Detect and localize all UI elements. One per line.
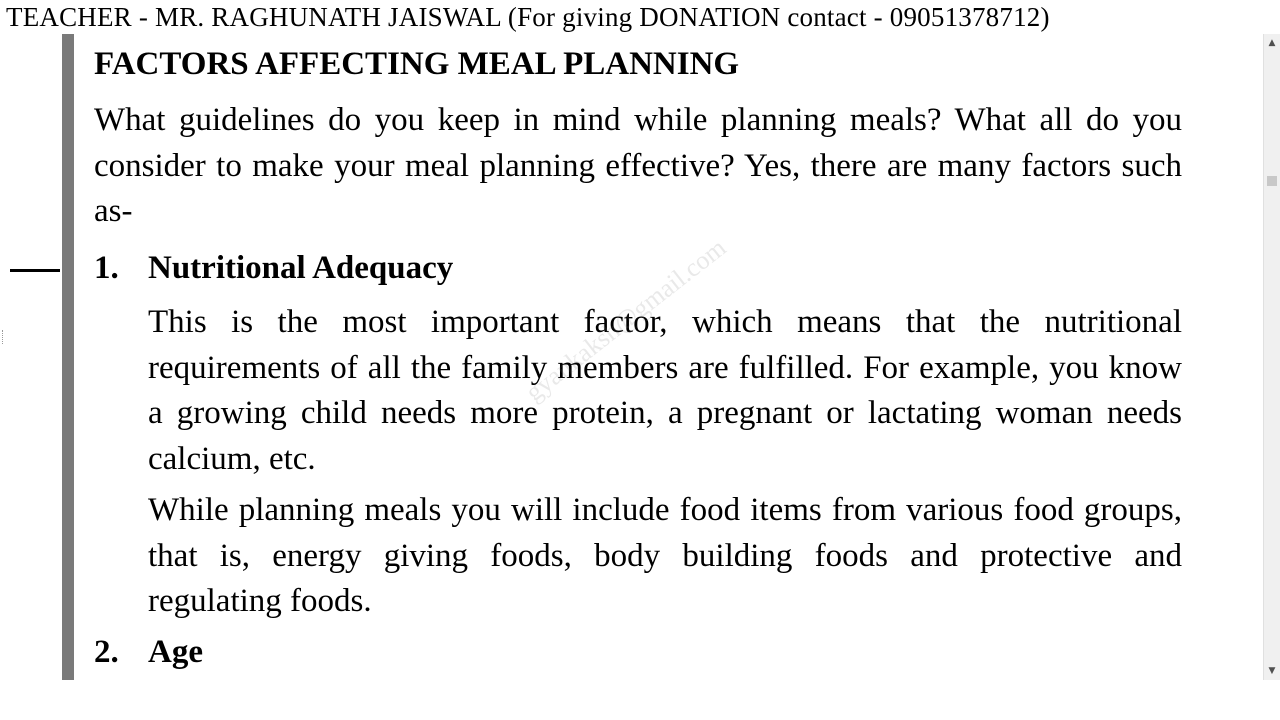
section-number: 1. — [94, 250, 119, 286]
scrollbar-thumb[interactable] — [1267, 176, 1277, 186]
triangle-up-icon[interactable]: ▲ — [1268, 38, 1276, 48]
triangle-down-icon[interactable]: ▼ — [1268, 666, 1276, 676]
margin-ticks — [2, 330, 5, 344]
section-paragraph: This is the most important factor, which means that the nutritional requirements of all the family members are fulfilled. For example, you know a growing child needs more protein, a pregnant or lactating woman needs calcium, etc. — [148, 304, 1182, 477]
section-number: 2. — [94, 634, 119, 670]
intro-paragraph: What guidelines do you keep in mind while planning meals? What all do you consider to make your meal planning effective? Yes, there are many factors such as- — [94, 102, 1182, 229]
section-heading-text: Nutritional Adequacy — [148, 250, 454, 286]
document-viewer — [0, 34, 1280, 680]
section-heading-nutritional-adequacy — [94, 248, 453, 288]
page-title: FACTORS AFFECTING MEAL PLANNING — [94, 46, 740, 82]
teacher-donation-banner: TEACHER - MR. RAGHUNATH JAISWAL (For giving DONATION contact - 09051378712) — [6, 2, 1050, 32]
page-left-border — [62, 34, 74, 680]
email-watermark: gyankaksh@gmail.com — [520, 232, 732, 407]
vertical-scrollbar[interactable] — [1263, 34, 1280, 680]
section-paragraph: While planning meals you will include food items from various food groups, that is, energy giving foods, body building foods and protective and regulating foods. — [148, 492, 1182, 619]
left-margin-gutter — [0, 34, 62, 680]
section-heading-text: Age — [148, 634, 203, 670]
margin-marker-line — [10, 269, 60, 272]
bottom-blank-strip — [0, 680, 1280, 720]
section-heading-age — [94, 632, 203, 672]
